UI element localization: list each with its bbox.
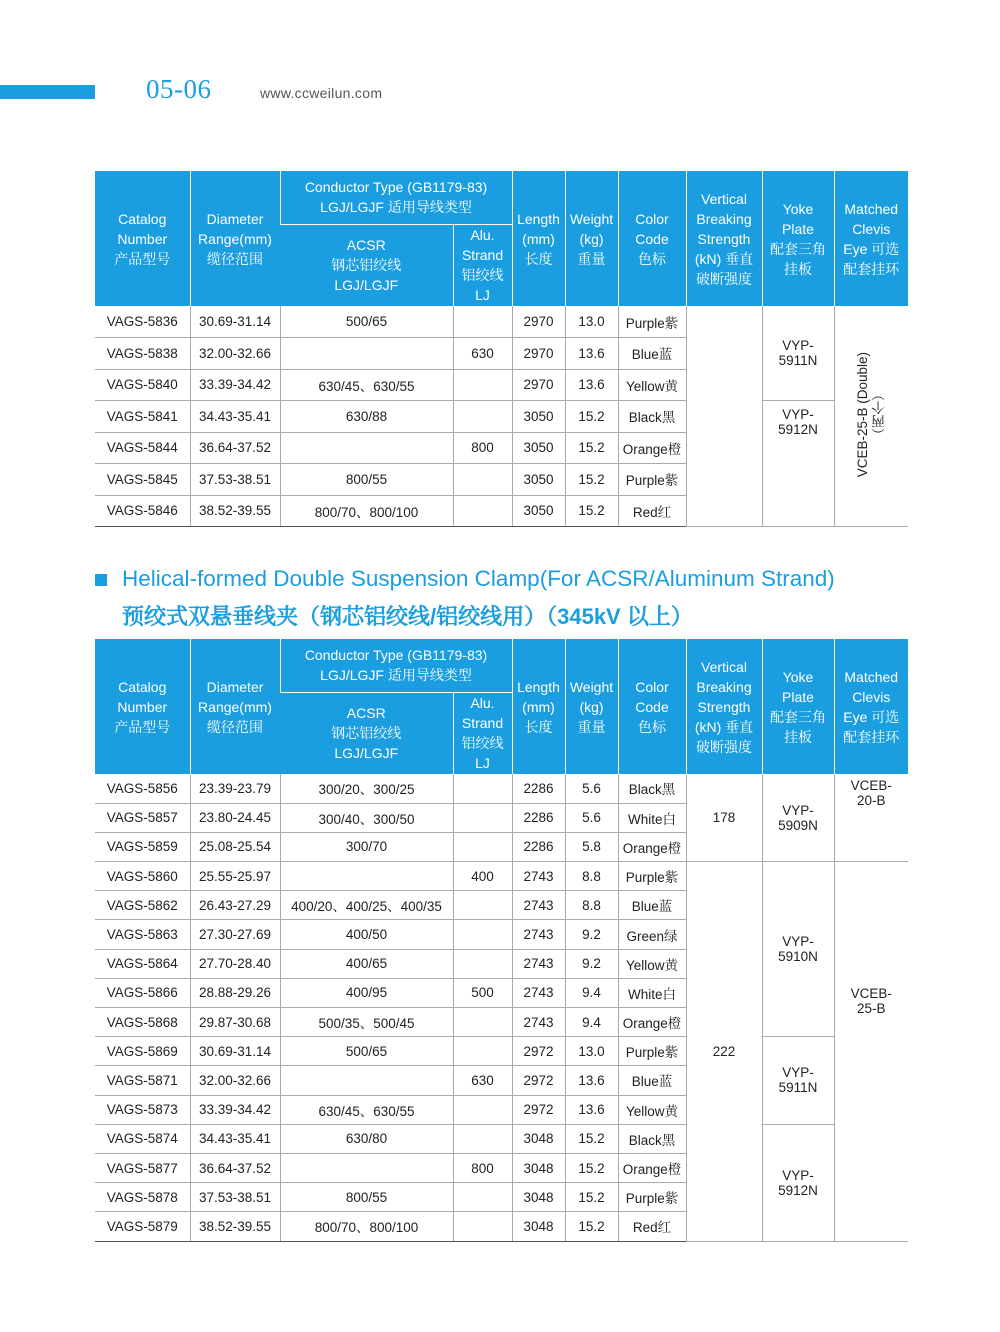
diameter-range: 33.39-34.42 bbox=[190, 369, 280, 401]
catalog-number: VAGS-5836 bbox=[95, 306, 190, 338]
color-code: Purple紫 bbox=[618, 1037, 686, 1066]
alu-strand bbox=[453, 891, 512, 920]
catalog-number: VAGS-5844 bbox=[95, 432, 190, 464]
alu-strand: 400 bbox=[453, 862, 512, 891]
weight: 15.2 bbox=[565, 432, 618, 464]
alu-strand bbox=[453, 306, 512, 338]
diameter-range: 29.87-30.68 bbox=[190, 1008, 280, 1037]
color-code: White白 bbox=[618, 978, 686, 1007]
alu-strand bbox=[453, 920, 512, 949]
header-clevis-eye: Matched Clevis Eye 可选 配套挂环 bbox=[834, 639, 908, 774]
alu-strand bbox=[453, 1095, 512, 1124]
catalog-number: VAGS-5846 bbox=[95, 495, 190, 527]
diameter-range: 38.52-39.55 bbox=[190, 1212, 280, 1241]
acsr-type bbox=[280, 432, 453, 464]
diameter-range: 26.43-27.29 bbox=[190, 891, 280, 920]
alu-strand bbox=[453, 1008, 512, 1037]
weight: 15.2 bbox=[565, 1124, 618, 1153]
acsr-type: 800/55 bbox=[280, 464, 453, 496]
length: 2286 bbox=[512, 803, 565, 832]
diameter-range: 23.80-24.45 bbox=[190, 803, 280, 832]
color-code: Yellow黄 bbox=[618, 1095, 686, 1124]
alu-strand bbox=[453, 369, 512, 401]
color-code: White白 bbox=[618, 803, 686, 832]
weight: 9.4 bbox=[565, 978, 618, 1007]
diameter-range: 36.64-37.52 bbox=[190, 1153, 280, 1182]
weight: 13.6 bbox=[565, 1095, 618, 1124]
catalog-number: VAGS-5873 bbox=[95, 1095, 190, 1124]
catalog-number: VAGS-5859 bbox=[95, 832, 190, 861]
acsr-type bbox=[280, 1153, 453, 1182]
acsr-type bbox=[280, 1066, 453, 1095]
acsr-type: 300/70 bbox=[280, 832, 453, 861]
weight: 15.2 bbox=[565, 1212, 618, 1241]
weight: 5.6 bbox=[565, 774, 618, 803]
weight: 15.2 bbox=[565, 1183, 618, 1212]
header-conductor-type: Conductor Type (GB1179-83) LGJ/LGJF 适用导线类型 bbox=[280, 171, 512, 224]
weight: 15.2 bbox=[565, 401, 618, 433]
clevis-eye: VCEB-25-B (Double) （两个） bbox=[834, 306, 908, 527]
clevis-eye: VCEB- 20-B bbox=[834, 774, 908, 862]
header-color-code: Color Code 色标 bbox=[618, 639, 686, 774]
length: 3048 bbox=[512, 1183, 565, 1212]
header-color-code: Color Code 色标 bbox=[618, 171, 686, 306]
acsr-type: 400/65 bbox=[280, 949, 453, 978]
yoke-plate: VYP- 5909N bbox=[762, 774, 834, 862]
yoke-plate: VYP- 5912N bbox=[762, 1124, 834, 1241]
clevis-eye: VCEB- 25-B bbox=[834, 862, 908, 1241]
length: 3050 bbox=[512, 432, 565, 464]
alu-strand: 800 bbox=[453, 1153, 512, 1182]
length: 2743 bbox=[512, 920, 565, 949]
header-breaking-strength: Vertical Breaking Strength (kN) 垂直 破断强度 bbox=[686, 639, 762, 774]
catalog-number: VAGS-5877 bbox=[95, 1153, 190, 1182]
length: 3050 bbox=[512, 495, 565, 527]
header-diameter: Diameter Range(mm) 缆径范围 bbox=[190, 639, 280, 774]
diameter-range: 25.08-25.54 bbox=[190, 832, 280, 861]
length: 2972 bbox=[512, 1095, 565, 1124]
length: 2972 bbox=[512, 1037, 565, 1066]
alu-strand bbox=[453, 832, 512, 861]
color-code: Purple紫 bbox=[618, 306, 686, 338]
acsr-type: 300/40、300/50 bbox=[280, 803, 453, 832]
acsr-type: 500/35、500/45 bbox=[280, 1008, 453, 1037]
catalog-number: VAGS-5838 bbox=[95, 338, 190, 370]
length: 2743 bbox=[512, 1008, 565, 1037]
section-title-cn: 预绞式双悬垂线夹（钢芯铝绞线/铝绞线用）（345kV 以上） bbox=[122, 604, 693, 629]
alu-strand bbox=[453, 949, 512, 978]
length: 3048 bbox=[512, 1153, 565, 1182]
breaking-strength: 178 bbox=[686, 774, 762, 862]
catalog-number: VAGS-5869 bbox=[95, 1037, 190, 1066]
weight: 5.6 bbox=[565, 803, 618, 832]
catalog-number: VAGS-5866 bbox=[95, 978, 190, 1007]
header-alu-strand: Alu. Strand 铝绞线 LJ bbox=[453, 692, 512, 774]
length: 2970 bbox=[512, 369, 565, 401]
acsr-type: 800/70、800/100 bbox=[280, 1212, 453, 1241]
color-code: Orange橙 bbox=[618, 1008, 686, 1037]
length: 2743 bbox=[512, 891, 565, 920]
weight: 9.2 bbox=[565, 949, 618, 978]
yoke-plate: VYP- 5911N bbox=[762, 306, 834, 401]
length: 2743 bbox=[512, 978, 565, 1007]
header-acsr: ACSR 钢芯铝绞线 LGJ/LGJF bbox=[280, 224, 453, 306]
acsr-type: 630/45、630/55 bbox=[280, 1095, 453, 1124]
length: 2970 bbox=[512, 338, 565, 370]
color-code: Purple紫 bbox=[618, 464, 686, 496]
catalog-number: VAGS-5862 bbox=[95, 891, 190, 920]
alu-strand bbox=[453, 1212, 512, 1241]
acsr-type: 300/20、300/25 bbox=[280, 774, 453, 803]
weight: 15.2 bbox=[565, 464, 618, 496]
header-accent-bar bbox=[0, 85, 95, 99]
diameter-range: 36.64-37.52 bbox=[190, 432, 280, 464]
bullet-square-icon bbox=[95, 574, 107, 586]
catalog-number: VAGS-5863 bbox=[95, 920, 190, 949]
weight: 9.4 bbox=[565, 1008, 618, 1037]
color-code: Blue蓝 bbox=[618, 891, 686, 920]
catalog-number: VAGS-5878 bbox=[95, 1183, 190, 1212]
weight: 13.6 bbox=[565, 369, 618, 401]
catalog-number: VAGS-5845 bbox=[95, 464, 190, 496]
acsr-type bbox=[280, 338, 453, 370]
color-code: Blue蓝 bbox=[618, 1066, 686, 1095]
color-code: Orange橙 bbox=[618, 1153, 686, 1182]
acsr-type: 500/65 bbox=[280, 306, 453, 338]
color-code: Black黑 bbox=[618, 774, 686, 803]
header-catalog: Catalog Number 产品型号 bbox=[95, 171, 190, 306]
length: 2972 bbox=[512, 1066, 565, 1095]
color-code: Yellow黄 bbox=[618, 949, 686, 978]
color-code: Black黑 bbox=[618, 1124, 686, 1153]
alu-strand: 630 bbox=[453, 1066, 512, 1095]
acsr-type: 630/88 bbox=[280, 401, 453, 433]
weight: 8.8 bbox=[565, 891, 618, 920]
diameter-range: 37.53-38.51 bbox=[190, 1183, 280, 1212]
website-url: www.ccweilun.com bbox=[260, 85, 383, 101]
diameter-range: 32.00-32.66 bbox=[190, 338, 280, 370]
table-row bbox=[95, 862, 908, 891]
header-breaking-strength: Vertical Breaking Strength (kN) 垂直 破断强度 bbox=[686, 171, 762, 306]
color-code: Red红 bbox=[618, 1212, 686, 1241]
breaking-strength bbox=[686, 306, 762, 527]
catalog-number: VAGS-5864 bbox=[95, 949, 190, 978]
catalog-number: VAGS-5840 bbox=[95, 369, 190, 401]
weight: 5.8 bbox=[565, 832, 618, 861]
length: 2743 bbox=[512, 862, 565, 891]
acsr-type: 500/65 bbox=[280, 1037, 453, 1066]
alu-strand bbox=[453, 401, 512, 433]
alu-strand bbox=[453, 774, 512, 803]
weight: 8.8 bbox=[565, 862, 618, 891]
acsr-type: 630/45、630/55 bbox=[280, 369, 453, 401]
acsr-type: 400/20、400/25、400/35 bbox=[280, 891, 453, 920]
acsr-type: 800/70、800/100 bbox=[280, 495, 453, 527]
alu-strand bbox=[453, 1183, 512, 1212]
header-clevis-eye: Matched Clevis Eye 可选 配套挂环 bbox=[834, 171, 908, 306]
header-conductor-type: Conductor Type (GB1179-83) LGJ/LGJF 适用导线类型 bbox=[280, 639, 512, 692]
acsr-type: 400/50 bbox=[280, 920, 453, 949]
color-code: Green绿 bbox=[618, 920, 686, 949]
spec-table-1 bbox=[95, 171, 908, 527]
diameter-range: 28.88-29.26 bbox=[190, 978, 280, 1007]
color-code: Orange橙 bbox=[618, 432, 686, 464]
table-row bbox=[95, 306, 908, 338]
diameter-range: 33.39-34.42 bbox=[190, 1095, 280, 1124]
table-row bbox=[95, 1124, 908, 1153]
header-length: Length (mm) 长度 bbox=[512, 171, 565, 306]
alu-strand bbox=[453, 1037, 512, 1066]
color-code: Black黑 bbox=[618, 401, 686, 433]
header-catalog: Catalog Number 产品型号 bbox=[95, 639, 190, 774]
length: 2970 bbox=[512, 306, 565, 338]
diameter-range: 30.69-31.14 bbox=[190, 306, 280, 338]
alu-strand bbox=[453, 464, 512, 496]
weight: 13.0 bbox=[565, 306, 618, 338]
weight: 13.0 bbox=[565, 1037, 618, 1066]
catalog-number: VAGS-5871 bbox=[95, 1066, 190, 1095]
yoke-plate: VYP- 5912N bbox=[762, 401, 834, 527]
catalog-number: VAGS-5856 bbox=[95, 774, 190, 803]
acsr-type bbox=[280, 862, 453, 891]
header-acsr: ACSR 钢芯铝绞线 LGJ/LGJF bbox=[280, 692, 453, 774]
catalog-number: VAGS-5868 bbox=[95, 1008, 190, 1037]
diameter-range: 23.39-23.79 bbox=[190, 774, 280, 803]
header-yoke-plate: Yoke Plate 配套三角 挂板 bbox=[762, 171, 834, 306]
length: 3050 bbox=[512, 464, 565, 496]
alu-strand bbox=[453, 803, 512, 832]
header-alu-strand: Alu. Strand 铝绞线 LJ bbox=[453, 224, 512, 306]
section-title-en: Helical-formed Double Suspension Clamp(For ACSR/Aluminum Strand) bbox=[122, 566, 835, 591]
header-yoke-plate: Yoke Plate 配套三角 挂板 bbox=[762, 639, 834, 774]
length: 3050 bbox=[512, 401, 565, 433]
weight: 13.6 bbox=[565, 338, 618, 370]
alu-strand bbox=[453, 495, 512, 527]
color-code: Blue蓝 bbox=[618, 338, 686, 370]
color-code: Yellow黄 bbox=[618, 369, 686, 401]
catalog-number: VAGS-5874 bbox=[95, 1124, 190, 1153]
spec-table-2 bbox=[95, 639, 908, 1242]
breaking-strength: 222 bbox=[686, 862, 762, 1241]
catalog-number: VAGS-5857 bbox=[95, 803, 190, 832]
length: 2743 bbox=[512, 949, 565, 978]
header-weight: Weight (kg) 重量 bbox=[565, 171, 618, 306]
color-code: Orange橙 bbox=[618, 832, 686, 861]
diameter-range: 27.70-28.40 bbox=[190, 949, 280, 978]
diameter-range: 38.52-39.55 bbox=[190, 495, 280, 527]
diameter-range: 34.43-35.41 bbox=[190, 401, 280, 433]
acsr-type: 800/55 bbox=[280, 1183, 453, 1212]
weight: 15.2 bbox=[565, 1153, 618, 1182]
acsr-type: 400/95 bbox=[280, 978, 453, 1007]
diameter-range: 27.30-27.69 bbox=[190, 920, 280, 949]
catalog-number: VAGS-5860 bbox=[95, 862, 190, 891]
header-weight: Weight (kg) 重量 bbox=[565, 639, 618, 774]
catalog-number: VAGS-5841 bbox=[95, 401, 190, 433]
diameter-range: 37.53-38.51 bbox=[190, 464, 280, 496]
catalog-number: VAGS-5879 bbox=[95, 1212, 190, 1241]
diameter-range: 25.55-25.97 bbox=[190, 862, 280, 891]
yoke-plate: VYP- 5911N bbox=[762, 1037, 834, 1125]
table-row bbox=[95, 1037, 908, 1066]
alu-strand: 500 bbox=[453, 978, 512, 1007]
color-code: Purple紫 bbox=[618, 862, 686, 891]
weight: 9.2 bbox=[565, 920, 618, 949]
alu-strand: 630 bbox=[453, 338, 512, 370]
acsr-type: 630/80 bbox=[280, 1124, 453, 1153]
diameter-range: 34.43-35.41 bbox=[190, 1124, 280, 1153]
table-row bbox=[95, 774, 908, 803]
color-code: Purple紫 bbox=[618, 1183, 686, 1212]
header-diameter: Diameter Range(mm) 缆径范围 bbox=[190, 171, 280, 306]
length: 3048 bbox=[512, 1212, 565, 1241]
diameter-range: 30.69-31.14 bbox=[190, 1037, 280, 1066]
page-number: 05-06 bbox=[146, 74, 212, 104]
length: 3048 bbox=[512, 1124, 565, 1153]
length: 2286 bbox=[512, 774, 565, 803]
color-code: Red红 bbox=[618, 495, 686, 527]
yoke-plate: VYP- 5910N bbox=[762, 862, 834, 1037]
length: 2286 bbox=[512, 832, 565, 861]
weight: 13.6 bbox=[565, 1066, 618, 1095]
alu-strand bbox=[453, 1124, 512, 1153]
diameter-range: 32.00-32.66 bbox=[190, 1066, 280, 1095]
weight: 15.2 bbox=[565, 495, 618, 527]
table-row bbox=[95, 401, 908, 433]
alu-strand: 800 bbox=[453, 432, 512, 464]
header-length: Length (mm) 长度 bbox=[512, 639, 565, 774]
